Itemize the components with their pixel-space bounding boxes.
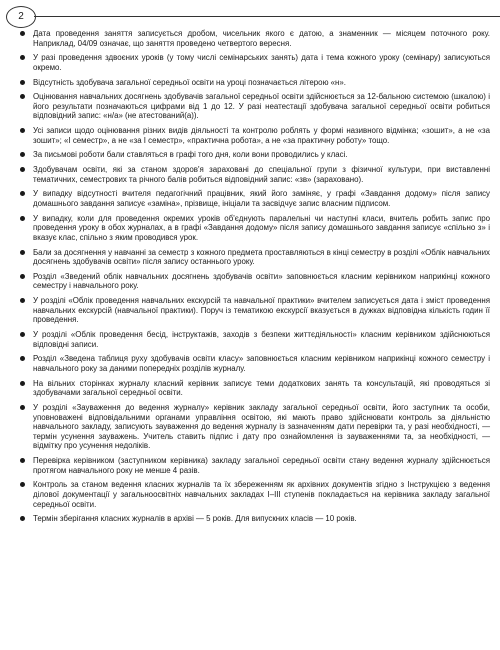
list-item bbox=[20, 126, 490, 145]
bullet-icon bbox=[20, 298, 25, 303]
bullet-icon bbox=[20, 356, 25, 361]
list-item bbox=[20, 379, 490, 398]
list-item bbox=[20, 296, 490, 325]
bullet-icon bbox=[20, 332, 25, 337]
list-item-text: У випадку відсутності вчителя педагогічний працівник, який його заміняє, у графі «Завдання додому» після запису домашнього завдання записує «заміна», прізвище, ініціали та засвідчує запис власним підписом. bbox=[33, 189, 490, 208]
list-item bbox=[20, 514, 490, 524]
bullet-icon bbox=[20, 274, 25, 279]
list-item bbox=[20, 214, 490, 243]
bullet-icon bbox=[20, 152, 25, 157]
list-item-text: На вільних сторінках журналу класний керівник записує теми додаткових занять та консультацій, які проводяться зі здобувачами загальної середньої освіти. bbox=[33, 378, 490, 398]
bullet-icon bbox=[20, 516, 25, 521]
list-item bbox=[20, 78, 490, 88]
list-item bbox=[20, 354, 490, 373]
list-item bbox=[20, 29, 490, 48]
bullet-icon bbox=[20, 405, 25, 410]
bullet-icon bbox=[20, 80, 25, 85]
list-item-text: Перевірка керівником (заступником керівника) закладу загальної середньої освіти стану ведення журналу здійснюється протягом навчального року не менше 4 разів. bbox=[33, 456, 490, 475]
bullet-icon bbox=[20, 31, 25, 36]
list-item-text: Термін зберігання класних журналів в архіві — 5 років. Для випускних класів — 10 років. bbox=[33, 514, 357, 524]
list-item bbox=[20, 248, 490, 267]
list-item bbox=[20, 456, 490, 475]
bullet-icon bbox=[20, 216, 25, 221]
list-item-text: У розділі «Облік проведення навчальних екскурсій та навчальної практики» вчителем записується дата і зміст проведення навчальних екскурсій (навчальної практики). Поруч із тематикою екскурсії вказується в дужках відповідна кількість годин її проведення. bbox=[33, 296, 490, 325]
list-item-text: У випадку, коли для проведення окремих уроків об'єднують паралельні чи наступні класи, вчитель робить запис про проведення уроку в обох журналах, а в графі «Завдання додому» після запису домашнього завдання записує «спільно з» і вказує клас, спільно з яким проводився урок. bbox=[33, 213, 490, 242]
bullet-icon bbox=[20, 250, 25, 255]
list-item-text: Бали за досягнення у навчанні за семестр з кожного предмета проставляються в кінці семестру в розділі «Облік навчальних досягнень здобувачів освіти» після запису останнього уроку. bbox=[33, 247, 490, 267]
list-item-text: Розділ «Зведена таблиця руху здобувачів освіти класу» заповнюється класним керівником наприкінці кожного семестру і навчального року за даними попередніх розділів журналу. bbox=[33, 354, 490, 373]
instructions-list bbox=[20, 29, 490, 524]
list-item-text: У розділі «Зауваження до ведення журналу» керівник закладу загальної середньої освіти, його заступник та особи, уповноважені відповідальними органами управління освітою, які мають право здійснювати контроль за діяльністю навчального закладу, записують зауваження до ведення журналу із зазначенням дати перевірки та, у разі необхідності, — термін усунення зауважень. Учитель ставить підпис і дату про ознайомлення із зауваженнями та, за необхідності, — відмітку про усунення недоліків. bbox=[33, 402, 490, 451]
instructions-content bbox=[20, 29, 490, 529]
list-item bbox=[20, 92, 490, 121]
list-item bbox=[20, 189, 490, 208]
list-item bbox=[20, 272, 490, 291]
header-rule bbox=[34, 16, 500, 17]
list-item-text: Оцінювання навчальних досягнень здобувачів загальної середньої освіти здійснюється за 12-бальною системою (шкалою) і його результати позначаються цифрами від 1 до 12. У разі неатестації здобувача загальної середньої освіти робиться відповідний запис: «н/а» (не атестований(а)). bbox=[33, 92, 490, 121]
page-number: 2 bbox=[6, 6, 36, 28]
list-item bbox=[20, 480, 490, 509]
list-item bbox=[20, 165, 490, 184]
list-item-text: За письмові роботи бали ставляться в графі того дня, коли вони проводились у класі. bbox=[33, 150, 348, 160]
list-item-text: У розділі «Облік проведення бесід, інструктажів, заходів з безпеки життєдіяльності» класним керівником здійснюються відповідні записи. bbox=[33, 330, 490, 349]
bullet-icon bbox=[20, 128, 25, 133]
list-item bbox=[20, 330, 490, 349]
bullet-icon bbox=[20, 55, 25, 60]
bullet-icon bbox=[20, 458, 25, 463]
list-item-text: У разі проведення здвоєних уроків (у тому числі семінарських занять) дата і тема кожного уроку (семінару) записуються окремо. bbox=[33, 53, 490, 72]
list-item-text: Дата проведення заняття записується дробом, чисельник якого є датою, а знаменник — місяцем поточного року. Наприклад, 04/09 означає, що заняття проведено четвертого вересня. bbox=[33, 29, 490, 48]
list-item bbox=[20, 150, 490, 160]
bullet-icon bbox=[20, 482, 25, 487]
list-item bbox=[20, 53, 490, 72]
list-item bbox=[20, 403, 490, 451]
list-item-text: Усі записи щодо оцінювання різних видів діяльності та контролю роблять у формі називного відмінка; «зошит», а не «за зошит»; «І семестр», а не «за І семестр», «практична робота», а не «за практичну роботу» тощо. bbox=[33, 126, 490, 145]
bullet-icon bbox=[20, 381, 25, 386]
list-item-text: Контроль за станом ведення класних журналів та їх збереженням як архівних документів згідно з Інструкцією з ведення ділової документації у загальноосвітніх навчальних закладах І–ІІІ ступенів покладається на керівника закладу загальної середньої освіти. bbox=[33, 480, 490, 509]
list-item-text: Відсутність здобувача загальної середньої освіти на уроці позначається літерою «н». bbox=[33, 77, 347, 87]
list-item-text: Розділ «Зведений облік навчальних досягнень здобувачів освіти» заповнюється класним керівником наприкінці кожного семестру і навчального року. bbox=[33, 271, 490, 291]
bullet-icon bbox=[20, 191, 25, 196]
bullet-icon bbox=[20, 167, 25, 172]
bullet-icon bbox=[20, 94, 25, 99]
list-item-text: Здобувачам освіти, які за станом здоров'я зараховані до спеціальної групи з фізичної культури, при виставленні тематичних, семестрових та річного балів робиться відповідний запис: «зв» (зараховано). bbox=[33, 165, 490, 184]
